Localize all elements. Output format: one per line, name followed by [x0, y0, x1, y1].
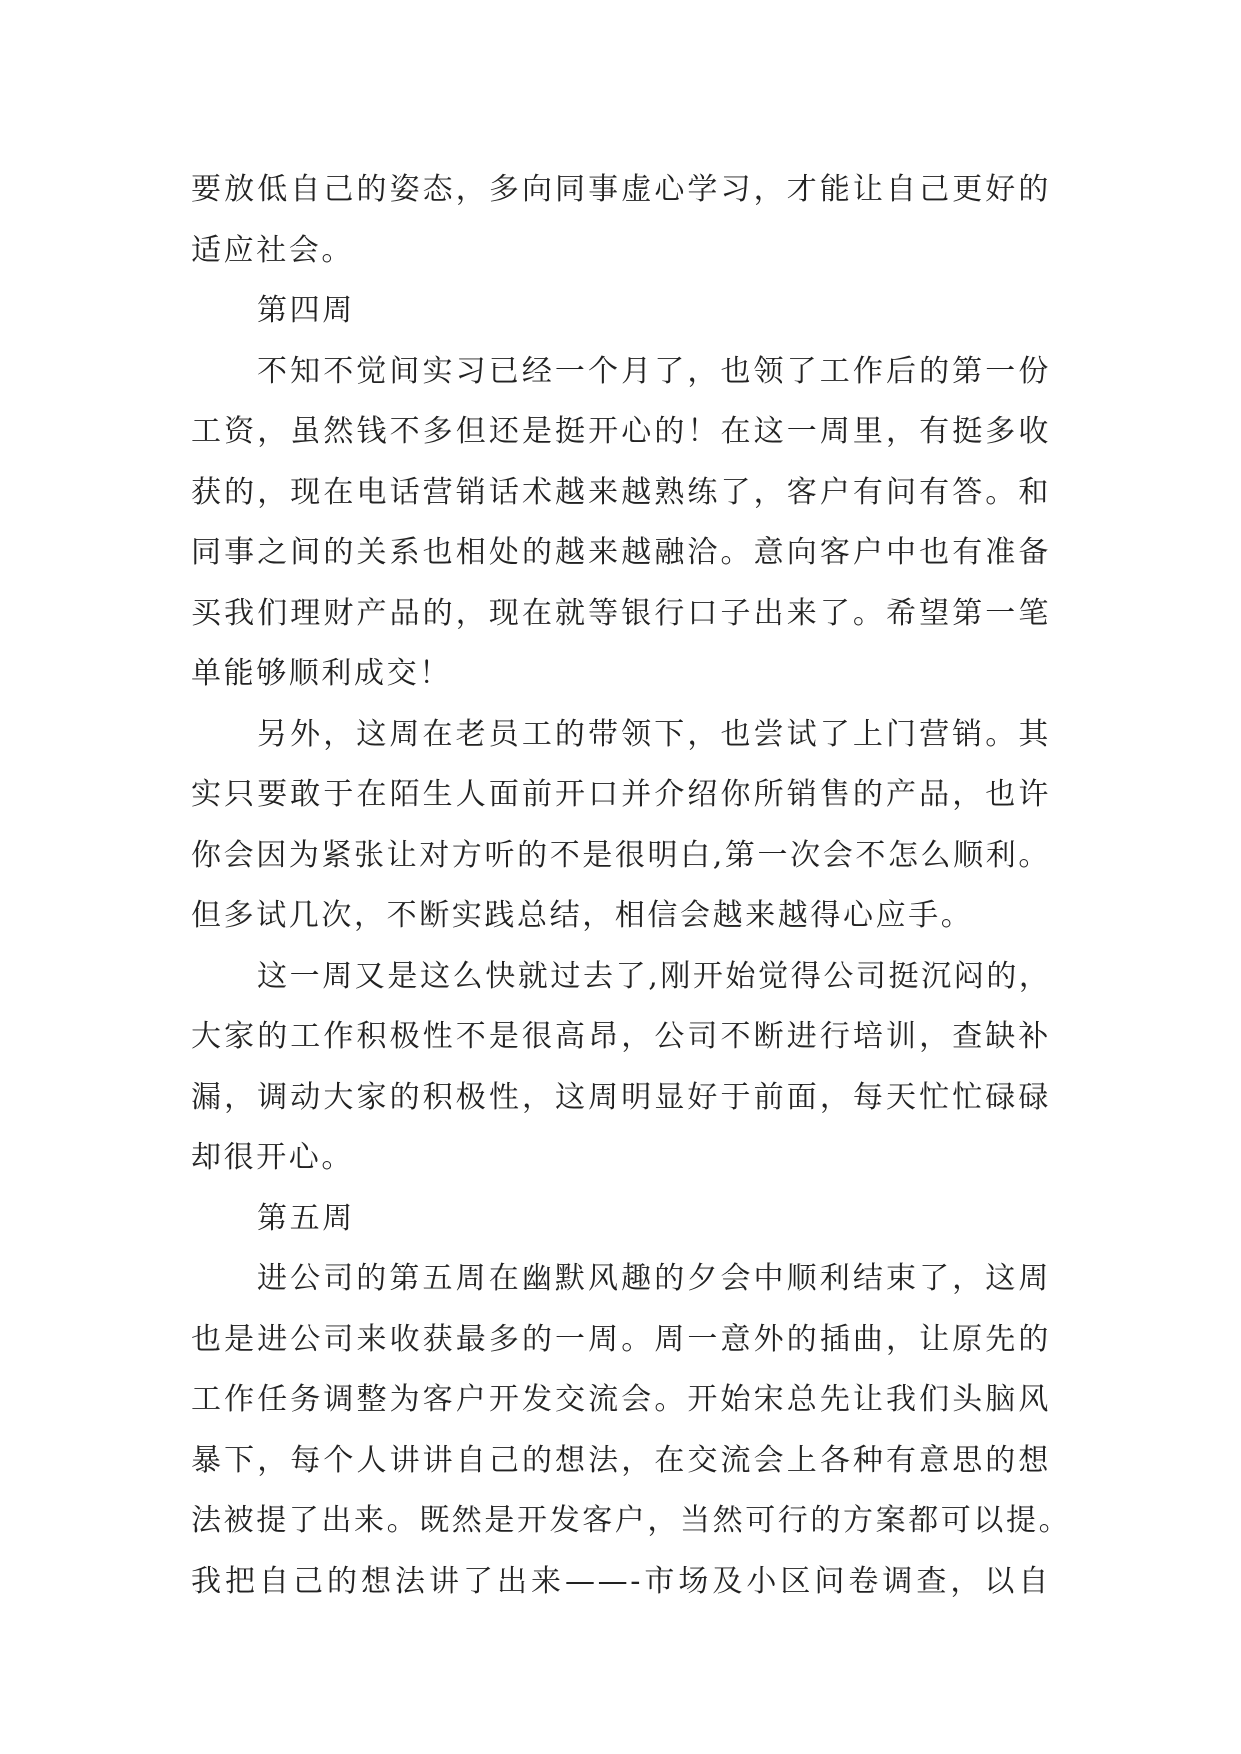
- document-body: [191, 160, 1072, 1612]
- text-line: 实只要敢于在陌生人面前开口并介绍你所销售的产品，也许: [191, 777, 1051, 812]
- text-line: 要放低自己的姿态，多向同事虚心学习，才能让自己更好的: [191, 172, 1051, 207]
- text-line: 大家的工作积极性不是很高昂，公司不断进行培训，查缺补: [191, 1019, 1051, 1054]
- text-line: 漏，调动大家的积极性，这周明显好于前面，每天忙忙碌碌: [191, 1079, 1051, 1115]
- text-line: 进公司的第五周在幽默风趣的夕会中顺利结束了，这周: [257, 1261, 1051, 1296]
- text-line: 适应社会。: [191, 232, 354, 268]
- text-line: 却很开心。: [191, 1140, 354, 1175]
- text-line: 同事之间的关系也相处的越来越融洽。意向客户中也有准备: [191, 535, 1051, 570]
- text-line: 工资，虽然钱不多但还是挺开心的！在这一周里，有挺多收: [191, 414, 1051, 449]
- text-line: 法被提了出来。既然是开发客户，当然可行的方案都可以提。: [191, 1503, 1072, 1538]
- section-heading: 第五周: [257, 1200, 355, 1236]
- text-line: 你会因为紧张让对方听的不是很明白,第一次会不怎么顺利。: [191, 837, 1051, 873]
- text-line: 不知不觉间实习已经一个月了，也领了工作后的第一份: [257, 353, 1051, 389]
- text-line: 但多试几次，不断实践总结，相信会越来越得心应手。: [191, 898, 974, 933]
- text-line: 单能够顺利成交！: [191, 656, 452, 691]
- text-line: 买我们理财产品的，现在就等银行口子出来了。希望第一笔: [191, 595, 1051, 631]
- section-heading: 第四周: [257, 293, 355, 328]
- text-line: 暴下，每个人讲讲自己的想法，在交流会上各种有意思的想: [191, 1442, 1051, 1478]
- text-line: 另外，这周在老员工的带领下，也尝试了上门营销。其: [257, 716, 1051, 752]
- text-line: 获的，现在电话营销话术越来越熟练了，客户有问有答。和: [191, 474, 1051, 510]
- text-line: 我把自己的想法讲了出来——-市场及小区问卷调查，以自: [191, 1563, 1051, 1599]
- text-line: 工作任务调整为客户开发交流会。开始宋总先让我们头脑风: [191, 1382, 1051, 1417]
- text-line: 也是进公司来收获最多的一周。周一意外的插曲，让原先的: [191, 1321, 1051, 1357]
- text-line: 这一周又是这么快就过去了,刚开始觉得公司挺沉闷的，: [257, 958, 1052, 994]
